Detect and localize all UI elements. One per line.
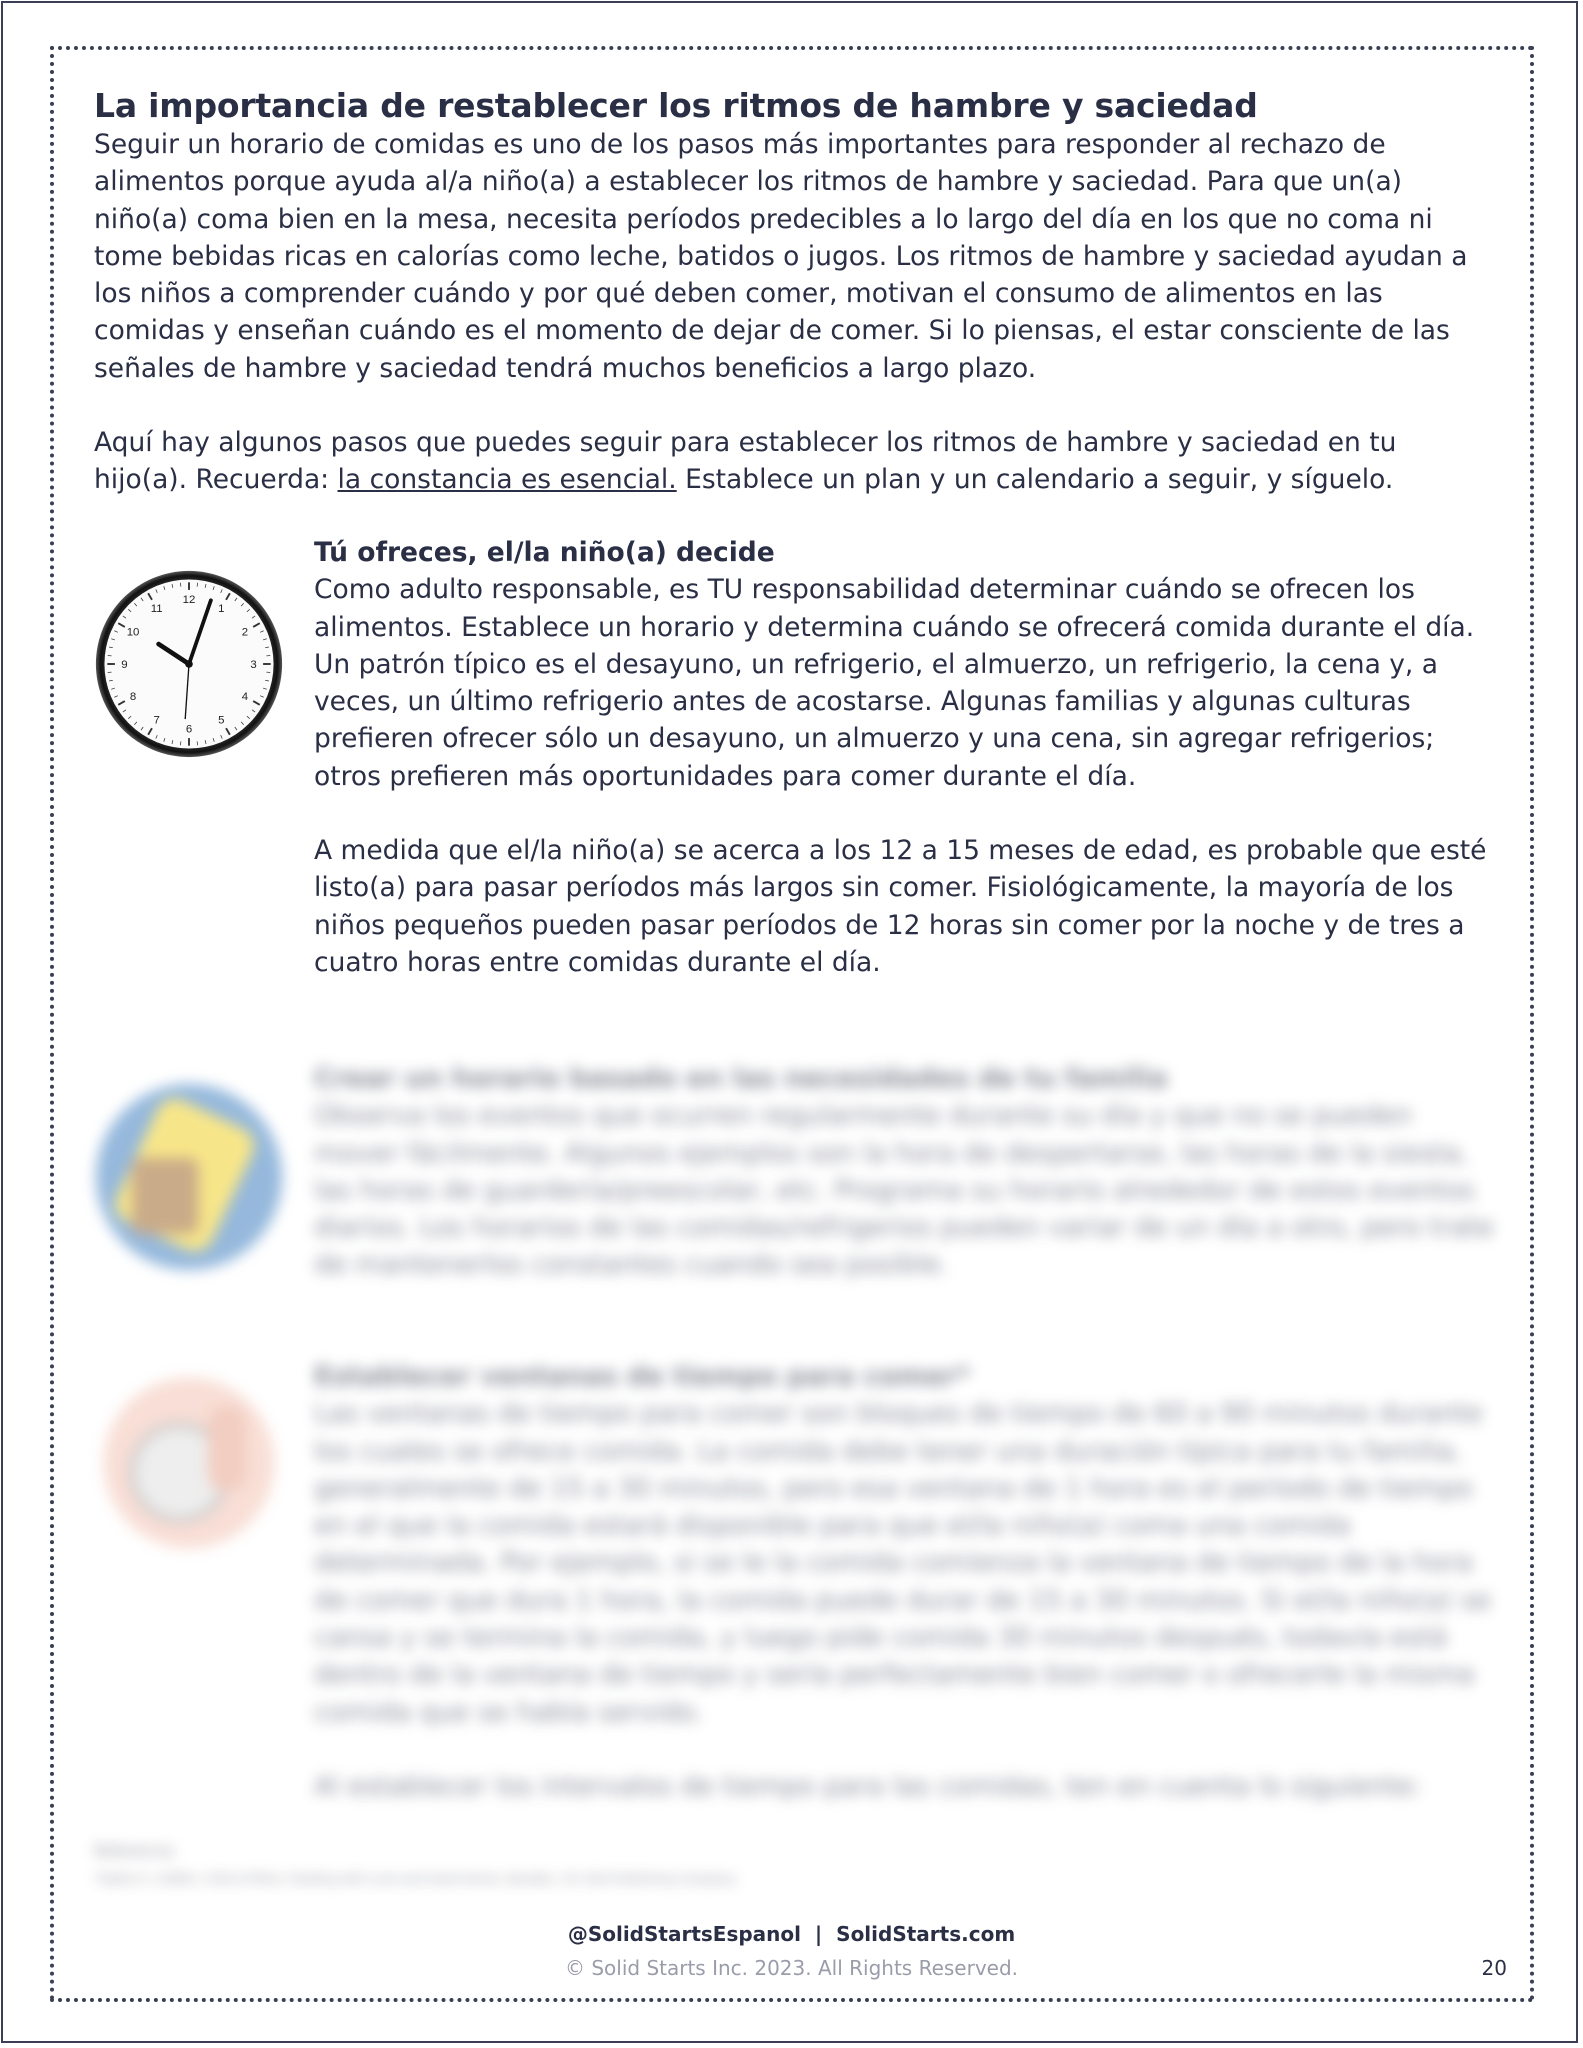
food-icon [94, 1082, 284, 1276]
page-title: La importancia de restablecer los ritmos de hambre y saciedad [94, 86, 1258, 125]
section-paragraph: Al establecer los intervalos de tiempo para las comidas, ten en cuenta lo siguiente: [314, 1770, 1422, 1802]
page-number: 20 [1481, 1956, 1507, 1980]
footnote [94, 1842, 1244, 1886]
intro-text-end: Establece un plan y un calendario a seguir, y síguelo. [676, 464, 1394, 496]
section-heading: Establecer ventanas de tiempo para comer* [314, 1361, 971, 1392]
section-paragraph: A medida que el/la niño(a) se acerca a los 12 a 15 meses de edad, es probable que esté listo(a) para pasar períodos más largos sin comer. Fisiológicamente, la mayoría de los niños pequeños pueden pasar períodos de 12 horas sin comer por la noche y de tres a cuatro horas entre comidas durante el día. [314, 835, 1487, 978]
section-heading: Crear un horario basado en las necesidades de tu familia [314, 1063, 1168, 1094]
clock-number: 9 [121, 658, 128, 671]
clock-number: 7 [153, 714, 160, 727]
clock-number: 11 [150, 602, 163, 615]
clock-number: 3 [250, 658, 257, 671]
footer-handles[interactable]: @SolidStartsEspanol | SolidStarts.com [567, 1922, 1016, 1946]
intro-paragraph-steps [94, 424, 1474, 499]
footer-copyright: © Solid Starts Inc. 2023. All Rights Reserved. [564, 1956, 1019, 1980]
section-time-windows-text [314, 1358, 1494, 1805]
section-you-offer-text [314, 534, 1494, 981]
clock-number: 5 [218, 714, 225, 727]
clock-number: 4 [241, 691, 249, 704]
section-create-schedule-text [314, 1060, 1494, 1284]
section-paragraph: Como adulto responsable, es TU responsabilidad determinar cuándo se ofrecen los alimentos. Establece un horario y determina cuándo se ofrecerá comida durante el día. Un patrón típico es el desayuno, un refrigerio, el almuerzo, un refrigerio, la cena y, a veces, un último refrigerio antes de acostarse. Algunas familias y algunas culturas prefieren ofrecer sólo un desayuno, un almuerzo y una cena, sin agregar refrigerios; otros prefieren más oportunidades para comer durante el día. [314, 574, 1475, 792]
clock-number: 6 [185, 723, 193, 736]
section-paragraph: Las ventanas de tiempo para comer son bloques de tiempo de 60 a 90 minutos durante los cuales se ofrece comida. La comida debe tener una duración típica para tu familia, generalmente de 15 a 30 minutos, pero esa ventana de 1 hora es el período de tiempo en el que la comida estará disponible para que el/la niño(a) coma una comida determinada. Por ejemplo, si se le la comida comienza la ventana de tiempo de la hora de comer que dura 1 hora, la comida puede durar de 15 a 30 minutos. Si el/la niño(a) se cansa y se termina la comida, y luego pide comida 30 minutos después, todavía está dentro de la ventana de tiempo y sería perfectamente bien comer o ofrecerle la misma comida que se había servido. [314, 1398, 1491, 1728]
intro-section [94, 86, 1494, 499]
section-paragraph: Observa los eventos que ocurren regularmente durante su día y que no se pueden mover fácilmente. Algunos ejemplos son la hora de despertarse, las horas de la siesta, las horas de guardería/preescolar, etc. Programa su horario alrededor de estos eventos diarios. Los horarios de las comidas/refrigerios pueden variar de un día a otro, pero trate de mantenerlos constantes cuando sea posible. [314, 1100, 1494, 1281]
clock-icon [94, 569, 284, 763]
clock-number: 12 [182, 594, 196, 607]
clock-number: 1 [218, 602, 225, 615]
footnote-label: Referencia [94, 1842, 174, 1860]
consistency-link[interactable]: la constancia es esencial. [337, 464, 677, 496]
clock-number: 2 [241, 626, 249, 639]
intro-paragraph: Seguir un horario de comidas es uno de los pasos más importantes para responder al rechazo de alimentos porque ayuda al/a niño(a) a establecer los ritmos de hambre y saciedad. Para que un(a) niño(a) coma bien en la mesa, necesita períodos predecibles a lo largo del día en los que no coma ni tome bebidas ricas en calorías como leche, batidos o jugos. Los ritmos de hambre y saciedad ayudan a los niños a comprender cuándo y por qué deben comer, motivan el consumo de alimentos en las comidas y enseñan cuándo es el momento de dejar de comer. Si lo piensas, el estar consciente de las señales de hambre y saciedad tendrá muchos beneficios a largo plazo. [94, 129, 1468, 384]
clock-number: 8 [129, 691, 137, 704]
timer-icon [94, 1368, 284, 1562]
intro-text-start: Aquí hay algunos pasos que puedes seguir para establecer los ritmos de hambre y saciedad en tu hijo(a). Recuerda: [94, 427, 1397, 496]
clock-number: 10 [126, 626, 140, 639]
section-heading: Tú ofreces, el/la niño(a) decide [314, 537, 775, 568]
footnote-text: *Satter E. (2000). Child of Mine: Feeding with Love and Good Sense. Boulder, CO: Bull Publishing Company. [94, 1872, 738, 1886]
